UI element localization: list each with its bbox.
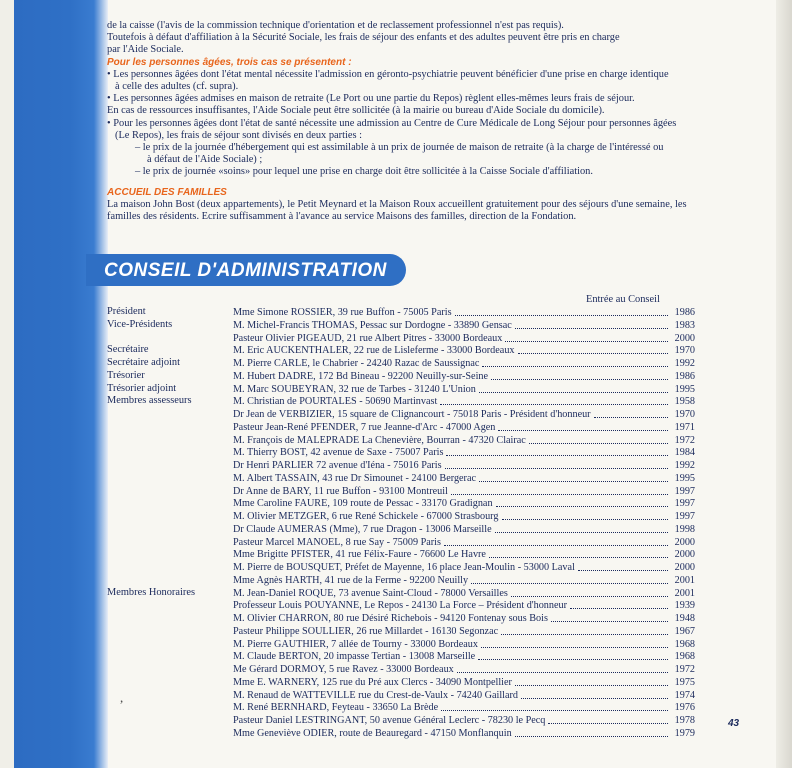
dot-leader [496,497,668,507]
member-name: M. René BERNHARD, Feyteau - 33650 La Brède [233,702,439,714]
member-name: M. Jean-Daniel ROQUE, 73 avenue Saint-Cloud - 78000 Versailles [233,587,508,599]
subheading-elderly: Pour les personnes âgées, trois cas se présentent : [107,56,352,68]
entry-year: 1972 [674,664,695,675]
text-line: Toutefois à défaut d'affiliation à la Sécurité Sociale, les frais de séjour des enfants et des adultes peuvent être pris en charge [107,32,620,44]
member-row [233,421,695,434]
entry-year: 1970 [674,409,695,420]
text-line: par l'Aide Sociale. [107,44,184,56]
dot-leader [479,472,668,482]
dot-leader [518,344,668,354]
member-name: Mme Agnès HARTH, 41 rue de la Ferme - 92200 Neuilly [233,574,469,586]
section-title: CONSEIL D'ADMINISTRATION [104,260,387,281]
member-name: Mme Caroline FAURE, 109 route de Pessac - 33170 Gradignan [233,498,493,510]
board-role-label: Secrétaire adjoint [107,357,180,368]
text-line: – le prix de la journée d'hébergement qui est assimilable à un prix de journée de maison de retraite (à la charge de l'intéressé ou [135,142,664,154]
entry-year: 1972 [674,434,695,446]
entry-year: 1939 [674,600,695,612]
entry-year: 1970 [674,345,695,357]
families-text-line: familles des résidents. Ecrire suffisamment à l'avance au service Maisons des familles, direction de la Fondation. [107,211,577,223]
member-name: M. Olivier METZGER, 6 rue René Schickele - 67000 Strasbourg [233,511,499,522]
pen-mark: , [120,690,124,705]
dot-leader [444,536,668,546]
member-name: Professeur Louis POUYANNE, Le Repos - 24130 La Force – Président d'honneur [233,600,568,612]
dot-leader [502,510,669,520]
member-name: M. Eric AUCKENTHALER, 22 rue de Lisleferme - 33000 Bordeaux [233,345,515,357]
entry-year: 1978 [674,715,695,726]
entry-year: 1984 [674,447,695,459]
entry-year: 1992 [674,460,695,471]
entry-year: 1997 [674,485,695,497]
entry-year: 1983 [674,319,695,331]
text-line: de la caisse (l'avis de la commission technique d'orientation et de reclassement professionnel n'est pas requis). [107,20,564,31]
member-name: Dr Henri PARLIER 72 avenue d'Iéna - 75016 Paris [233,460,442,471]
member-name: M. Pierre de BOUSQUET, Préfet de Mayenne, 16 place Jean-Moulin - 53000 Laval [233,562,575,573]
text-line: à celle des adultes (cf. supra). [115,81,239,93]
entry-year: 1992 [674,358,695,369]
member-name: M. Pierre GAUTHIER, 7 allée de Tourny - 33000 Bordeaux [233,638,478,650]
member-row [233,383,695,396]
entry-year: 1995 [674,472,695,484]
member-row [233,676,695,689]
member-name: M. Albert TASSAIN, 43 rue Dr Simounet - 24100 Bergerac [233,472,476,484]
entry-year: 1971 [674,421,695,433]
text-line: En cas de ressources insuffisantes, l'Aide Sociale peut être sollicitée (à la mairie ou bureau d'Aide Sociale du domicile). [107,105,605,117]
member-row [233,459,695,472]
member-row [233,727,695,740]
board-role-label: Président [107,306,146,317]
dot-leader [529,434,668,444]
text-line: (Le Repos), les frais de séjour sont divisés en deux parties : [115,129,363,141]
member-row [233,446,695,459]
member-row [233,701,695,714]
entry-year: 2000 [674,562,695,573]
member-row [233,689,695,702]
member-row [233,319,695,332]
member-row [233,561,695,574]
dot-leader [495,523,668,533]
dot-leader [578,561,668,571]
member-name: M. Christian de POURTALES - 50690 Martinvast [233,396,438,408]
care-coverage-text [107,20,717,223]
member-row [233,599,695,612]
dot-leader [471,574,668,584]
dot-leader [445,459,668,469]
member-row [233,472,695,485]
text-line: – le prix de journée «soins» pour lequel une prise en charge doit être sollicitée à la Caisse Sociale d'affiliation. [135,166,593,178]
entry-year-header: Entrée au Conseil [586,294,660,305]
dot-leader [457,663,668,673]
dot-leader [548,714,668,724]
member-name: Dr Claude AUMERAS (Mme), 7 rue Dragon - 13006 Marseille [233,523,492,535]
member-name: M. Hubert DADRE, 172 Bd Bineau - 92200 Neuilly-sur-Seine [233,370,489,382]
member-name: Pasteur Jean-René PFENDER, 7 rue Jeanne-d'Arc - 47000 Agen [233,421,496,433]
dot-leader [482,357,668,367]
board-role-label: Secrétaire [107,344,149,356]
dot-leader [451,485,668,495]
dot-leader [491,370,668,380]
dot-leader [481,638,668,648]
dot-leader [515,676,668,686]
member-name: M. Michel-Francis THOMAS, Pessac sur Dordogne - 33890 Gensac [233,319,512,331]
member-row [233,370,695,383]
text-line: • Les personnes âgées dont l'état mental nécessite l'admission en géronto-psychiatrie peuvent bénéficier d'une prise en charge identique [107,68,669,80]
member-name: Pasteur Philippe SOULLIER, 26 rue Millardet - 16130 Segonzac [233,625,499,637]
member-row [233,548,695,561]
dot-leader [515,727,668,737]
entry-year: 2001 [674,587,695,599]
member-name: M. Pierre CARLE, le Chabrier - 24240 Razac de Saussignac [233,358,480,369]
dot-leader [511,587,668,597]
member-row [233,332,695,345]
entry-year: 1968 [674,638,695,650]
text-line: • Pour les personnes âgées dont l'état de santé nécessite une admission au Centre de Cure Médicale de Long Séjour pour personnes âgées [107,117,677,129]
member-name: Pasteur Marcel MANOEL, 8 rue Say - 75009 Paris [233,536,441,548]
families-text-line: La maison John Bost (deux appartements), le Petit Meynard et la Maison Roux accueillent gratuitement pour des séjours d'une semaine, les [107,198,687,210]
member-row [233,344,695,357]
blue-margin-band [14,0,108,768]
page-number: 43 [728,718,740,729]
dot-leader [440,395,668,405]
entry-year: 2000 [674,332,695,344]
dot-leader [489,548,668,558]
member-row [233,306,695,319]
member-name: Mme E. WARNERY, 125 rue du Pré aux Clercs - 34090 Montpellier [233,676,512,688]
member-name: Pasteur Olivier PIGEAUD, 21 rue Albert Pitres - 33000 Bordeaux [233,332,503,344]
member-name: Pasteur Daniel LESTRINGANT, 50 avenue Général Leclerc - 78230 le Pecq [233,715,546,726]
member-row [233,638,695,651]
dot-leader [478,650,668,660]
member-row [233,650,695,663]
member-row [233,434,695,447]
member-name: M. Thierry BOST, 42 avenue de Saxe - 75007 Paris [233,447,444,459]
board-role-label: Trésorier [107,369,145,381]
dot-leader [551,612,668,622]
dot-leader [446,446,668,456]
board-role-label: Vice-Présidents [107,318,173,330]
dot-leader [455,306,668,316]
member-row [233,485,695,498]
member-row [233,357,695,370]
dot-leader [515,319,668,329]
entry-year: 1968 [674,651,695,663]
families-heading: ACCUEIL DES FAMILLES [107,186,227,198]
member-row [233,510,695,523]
member-row [233,714,695,727]
dot-leader [441,701,668,711]
entry-year: 1967 [674,625,695,637]
member-name: Mme Geneviève ODIER, route de Beauregard - 47150 Monflanquin [233,727,512,739]
member-name: M. Renaud de WATTEVILLE rue du Crest-de-Vaulx - 74240 Gaillard [233,689,518,701]
dot-leader [479,383,668,393]
board-role-label: Membres Honoraires [107,586,196,598]
member-name: Mme Brigitte PFISTER, 41 rue Félix-Faure - 76600 Le Havre [233,549,486,561]
member-name: Me Gérard DORMOY, 5 rue Ravez - 33000 Bordeaux [233,664,454,675]
member-row [233,536,695,549]
entry-year: 1975 [674,676,695,688]
member-row [233,612,695,625]
dot-leader [570,599,668,609]
member-row [233,523,695,536]
entry-year: 1976 [674,702,695,714]
entry-year: 1997 [674,511,695,522]
dot-leader [505,332,668,342]
entry-year: 1986 [674,370,695,382]
member-row [233,587,695,600]
board-role-label: Membres assesseurs [107,395,192,407]
member-name: M. Marc SOUBEYRAN, 32 rue de Tarbes - 31240 L'Union [233,383,476,395]
entry-year: 2000 [674,549,695,561]
member-row [233,395,695,408]
member-name: Dr Anne de BARY, 11 rue Buffon - 93100 Montreuil [233,485,448,497]
entry-year: 1958 [674,396,695,408]
member-row [233,408,695,421]
member-row [233,497,695,510]
dot-leader [594,408,668,418]
member-row [233,625,695,638]
entry-year: 2001 [674,574,695,586]
member-row [233,663,695,676]
entry-year: 2000 [674,536,695,548]
entry-year: 1979 [674,727,695,739]
page-edge [776,0,792,768]
member-name: M. Claude BERTON, 20 impasse Tertian - 13008 Marseille [233,651,476,663]
dot-leader [521,689,668,699]
entry-year: 1986 [674,307,695,318]
entry-year: 1998 [674,523,695,535]
member-row [233,574,695,587]
entry-year: 1948 [674,613,695,624]
dot-leader [498,421,668,431]
member-name: Mme Simone ROSSIER, 39 rue Buffon - 75005 Paris [233,307,452,318]
text-line: à défaut de l'Aide Sociale) ; [147,154,263,166]
member-name: M. Olivier CHARRON, 80 rue Désiré Richebois - 94120 Fontenay sous Bois [233,613,548,624]
entry-year: 1997 [674,498,695,510]
member-name: Dr Jean de VERBIZIER, 15 square de Clignancourt - 75018 Paris - Président d'honneur [233,409,591,420]
entry-year: 1974 [674,689,695,701]
text-line: • Les personnes âgées admises en maison de retraite (Le Port ou une partie du Repos) règlent elles-mêmes leurs frais de séjour. [107,93,635,105]
entry-year: 1995 [674,383,695,395]
member-name: M. François de MALEPRADE La Chenevière, Bourran - 47320 Clairac [233,434,526,446]
dot-leader [501,625,668,635]
board-role-label: Trésorier adjoint [107,382,177,394]
